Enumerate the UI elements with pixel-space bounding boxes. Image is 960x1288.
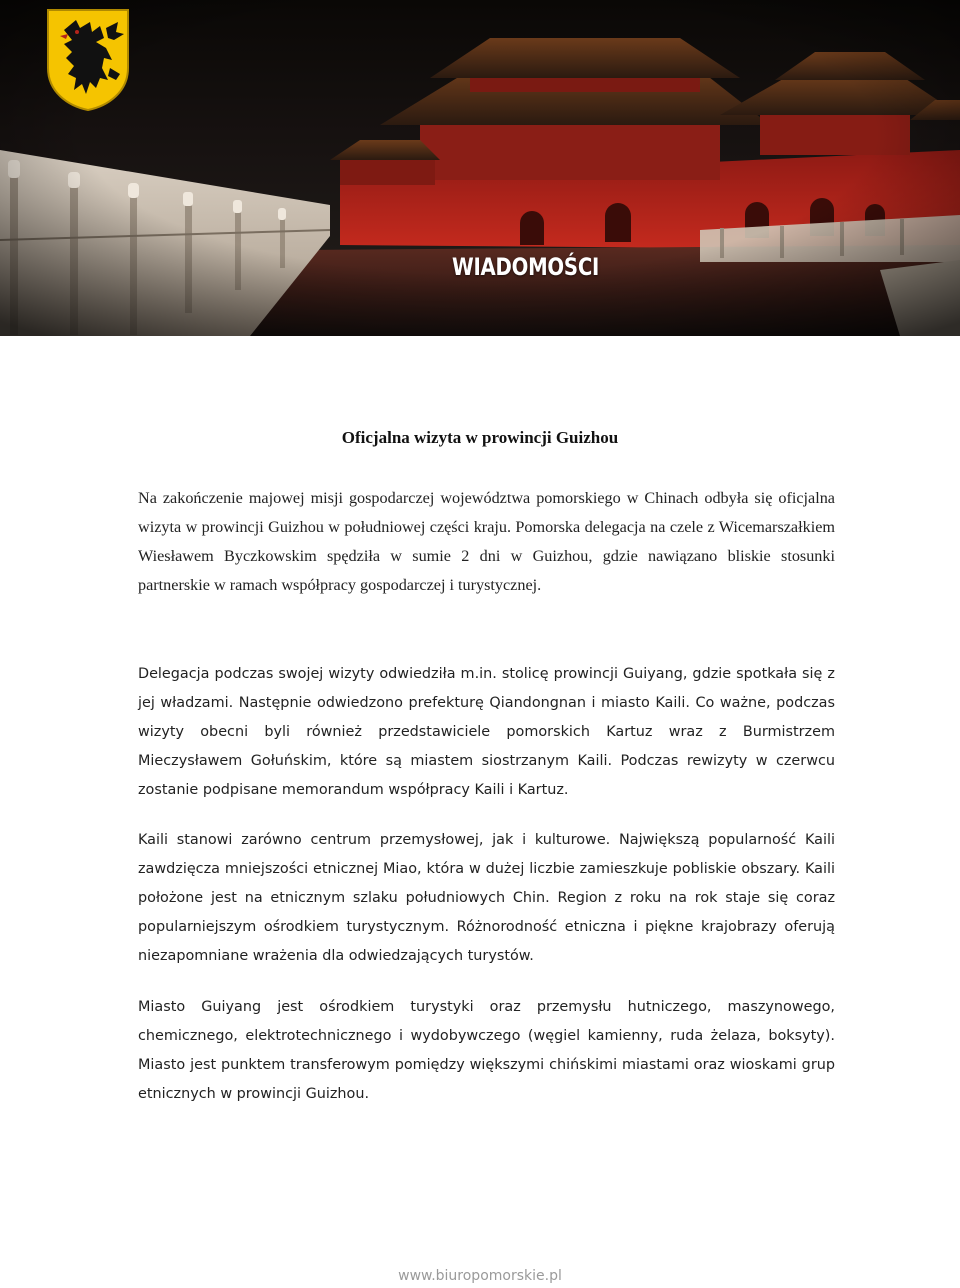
footer-website-link[interactable]: www.biuropomorskie.pl xyxy=(398,1268,562,1284)
article-title: Oficjalna wizyta w prowincji Guizhou xyxy=(341,428,619,447)
article-paragraph: Kaili stanowi zarówno centrum przemysłowej, jak i kulturowe. Największą popularność Kaili zawdzięcza mniejszości etnicznej Miao, która w dużej liczbie zamieszkuje pobliskie obszary. Kaili położone jest na etnicznym szlaku południowych Chin. Region z roku na rok staje się coraz popularniejszym ośrodkiem turystycznym. Różnorodność etniczna i piękne krajobrazy oferują niezapomniane wrażenia dla odwiedzających turystów. xyxy=(138,832,835,964)
article-paragraph: Na zakończenie majowej misji gospodarczej województwa pomorskiego w Chinach odbyła się oficjalna wizyta w prowincji Guizhou w południowej części kraju. Pomorska delegacja na czele z Wicemarszałkiem Wiesławem Byczkowskim spędziła w sumie 2 dni w Guizhou, gdzie nawiązano bliskie stosunki partnerskie w ramach współpracy gospodarczej i turystycznej. xyxy=(138,489,835,594)
griffin-crest-icon xyxy=(46,8,130,112)
article-paragraph: Delegacja podczas swojej wizyty odwiedziła m.in. stolicę prowincji Guiyang, gdzie spotkała się z jej władzami. Następnie odwiedzono prefekturę Qiandongnan i miasto Kaili. Co ważne, podczas wizyty obecni byli również przedstawiciele pomorskich Kartuz wraz z Burmistrzem Mieczysławem Gołuńskim, które są miastem siostrzanym Kaili. Podczas rewizyty w czerwcu zostanie podpisane memorandum współpracy Kaili i Kartuz. xyxy=(138,666,835,798)
banner-title: WIADOMOŚCI xyxy=(452,253,600,281)
forbidden-city-photo xyxy=(0,0,960,336)
article-paragraph: Miasto Guiyang jest ośrodkiem turystyki oraz przemysłu hutniczego, maszynowego, chemicznego, elektrotechnicznego i wydobywczego (węgiel kamienny, ruda żelaza, boksyty). Miasto jest punktem transferowym pomiędzy większymi chińskimi miastami oraz wioskami grup etnicznych w prowincji Guizhou. xyxy=(138,999,835,1102)
header-banner xyxy=(0,0,960,336)
